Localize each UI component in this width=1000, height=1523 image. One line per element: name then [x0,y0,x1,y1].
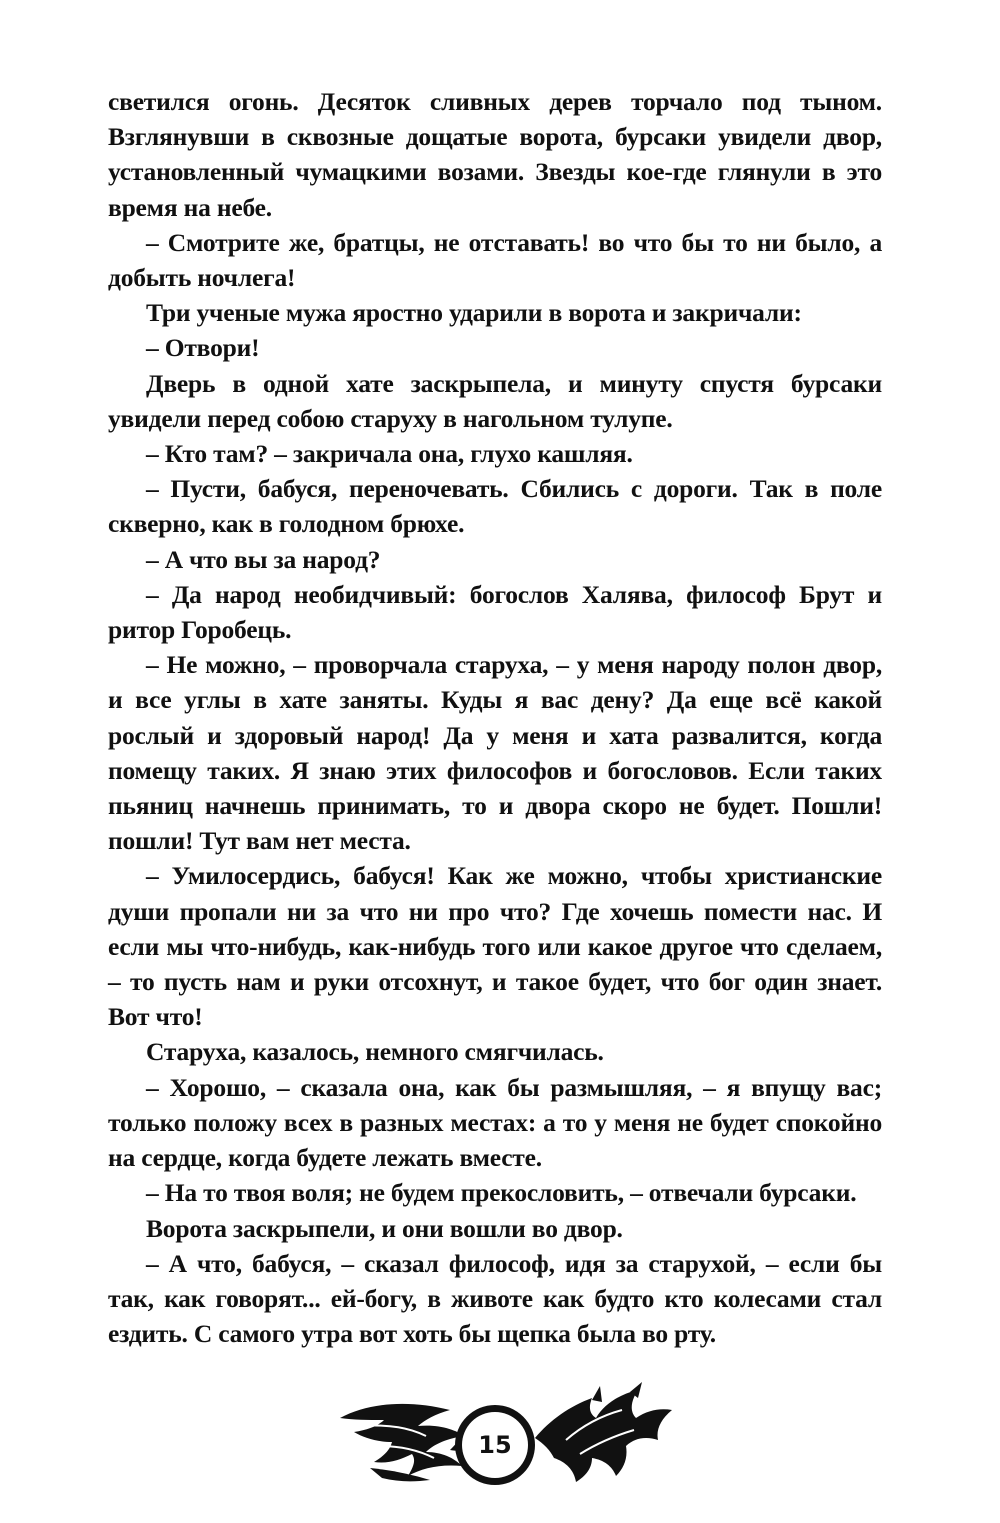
paragraph: Старуха, казалось, немного смягчилась. [146,1037,604,1067]
paragraph: – Пусти, бабуся, переночевать. Сбились с дороги. Так в поле скверно, как в голодном брюхе. [108,474,882,539]
paragraph: – Хорошо, – сказала она, как бы размышляя, – я впущу вас; только положу всех в разных местах: а то у меня не будет спокойно на сердце, когда будете лежать вместе. [108,1072,882,1173]
paragraph: – Кто там? – закричала она, глухо кашляя. [146,439,633,469]
paragraph: – На то твоя воля; не будем прекословить, – отвечали бурсаки. [146,1178,857,1208]
paragraph: – Не можно, – проворчала старуха, – у меня народу полон двор, и все углы в хате заняты. Куды я вас дену? Да еще всё какой рослый и здоровый народ! Да у меня и хата развалится, когда помещу таких. Я знаю этих философов и богословов. Если таких пьяниц начнешь принимать, то и двора скоро не будет. Пошли! пошли! Тут вам нет места. [108,650,882,856]
page-number: 15 [462,1412,528,1478]
paragraph: Три ученые мужа яростно ударили в ворота и закричали: [146,298,802,328]
paragraph: – Отвори! [146,333,260,363]
paragraph: Дверь в одной хате заскрыпела, и минуту спустя бурсаки увидели перед собою старуху в нагольном тулупе. [108,368,882,433]
paragraph: – Умилосердись, бабуся! Как же можно, чтобы христианские души пропали ни за что ни про что? Где хочешь помести нас. И если мы что-нибудь, как-нибудь того или какое другое что сделаем, – то пусть нам и руки отсохнут, и такое будет, что бог один знает. Вот что! [108,861,882,1032]
paragraph: светился огонь. Десяток сливных дерев торчало под тыном. Взглянувши в сквозные дощатые ворота, бурсаки увидели двор, установленный чумацкими возами. Звезды кое-где глянули в это время на небе. [108,87,882,222]
paragraph: – Смотрите же, братцы, не отставать! во что бы то ни было, а добыть ночлега! [108,227,882,293]
paragraph: – Да народ необидчивый: богослов Халява, философ Брут и ритор Горобець. [108,579,882,645]
paragraph: – А что, бабуся, – сказал философ, идя за старухой, – если бы так, как говорят... ей-богу, в животе как будто кто колесами стал ездить. С самого утра вот хоть бы щепка была во рту. [108,1248,882,1349]
page-text [108,84,882,1351]
paragraph: – А что вы за народ? [146,544,381,574]
paragraph: Ворота заскрыпели, и они вошли во двор. [146,1213,623,1243]
